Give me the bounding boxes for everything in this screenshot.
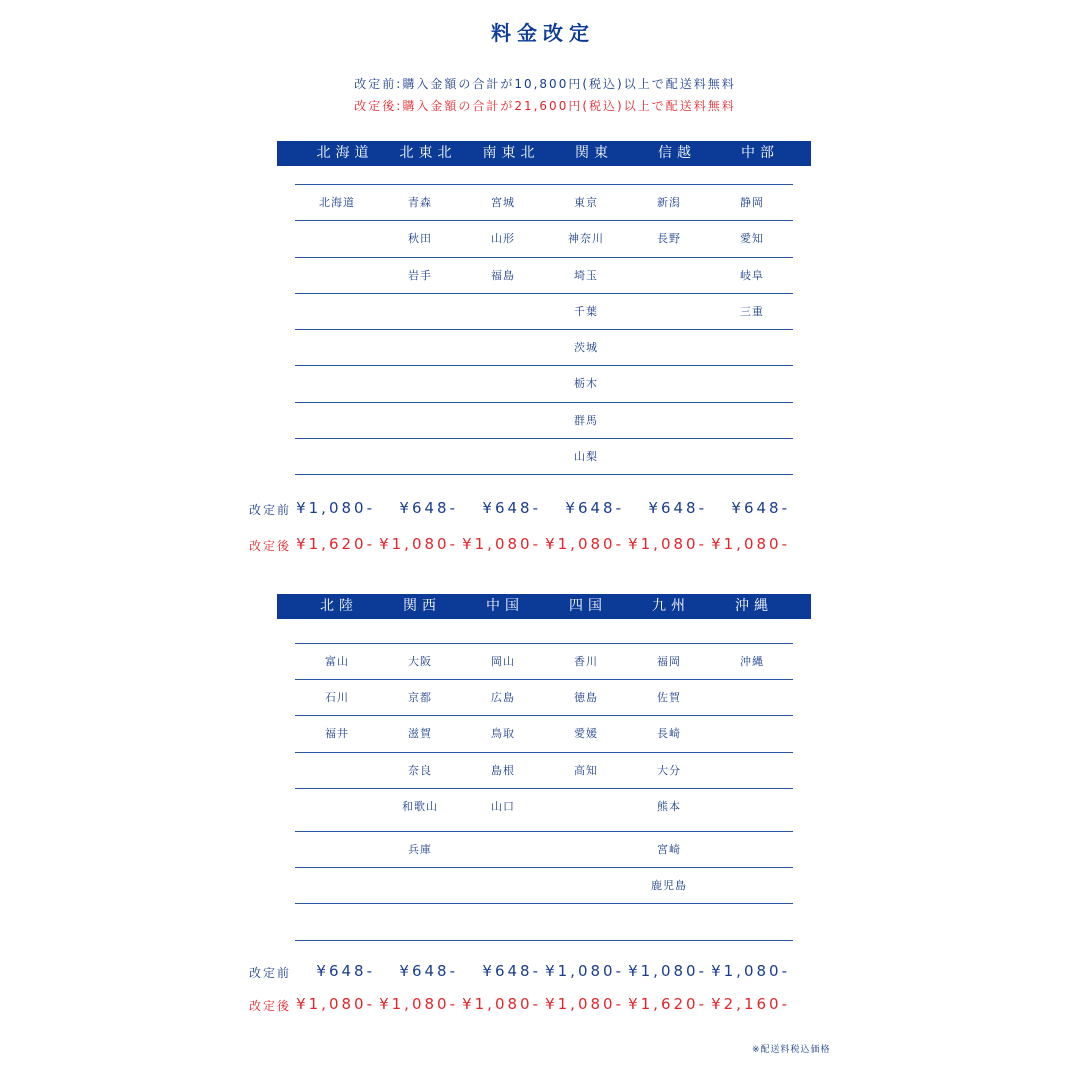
prefecture-table [295,184,793,475]
prefecture-cell [295,753,378,789]
prefecture-cell: 大阪 [408,655,432,668]
table-row [295,330,793,366]
region-header: 関東 [575,145,613,161]
prefecture-cell [710,753,793,789]
prefecture-cell: 茨城 [574,341,598,354]
prefecture-table [295,643,793,941]
price-row-before [0,498,1080,518]
prefecture-cell [627,258,710,294]
prefecture-cell: 山形 [491,232,515,246]
prefecture-cell [544,868,627,904]
region-header: 中国 [486,598,524,614]
prefecture-cell: 福岡 [657,655,681,668]
prefecture-cell [461,366,544,402]
prefecture-cell: 山梨 [574,449,598,463]
prefecture-cell: 埼玉 [574,268,598,282]
prefecture-cell [295,366,378,402]
prefecture-cell [378,904,461,940]
price-after: ¥1,620- [628,995,707,1013]
price-after: ¥1,620- [296,535,375,553]
prefecture-cell: 青森 [408,196,432,209]
prefecture-cell [461,832,544,868]
region-header: 関西 [403,598,441,614]
region-header: 北東北 [399,145,457,161]
prefecture-cell [710,680,793,716]
prefecture-cell [295,904,378,940]
prefecture-cell [710,403,793,439]
prefecture-cell [461,403,544,439]
prefecture-cell: 奈良 [408,763,432,777]
prefecture-cell: 福島 [491,268,515,282]
prefecture-cell [710,789,793,825]
notice-before: 改定前:購入金額の合計が10,800円(税込)以上で配送料無料 [354,77,736,91]
price-after-label: 改定後 [249,999,292,1013]
prefecture-cell: 千葉 [574,304,598,318]
price-after: ¥1,080- [379,535,458,553]
prefecture-cell: 栃木 [574,377,598,391]
price-before: ¥648- [399,962,458,980]
prefecture-cell: 神奈川 [568,232,604,246]
prefecture-cell: 東京 [574,196,598,209]
prefecture-cell [378,366,461,402]
prefecture-cell: 石川 [325,691,349,704]
prefecture-cell [295,832,378,868]
prefecture-cell [627,403,710,439]
prefecture-cell: 福井 [325,727,349,740]
prefecture-cell: 岩手 [408,268,432,282]
price-before: ¥648- [565,499,624,517]
prefecture-cell [627,366,710,402]
prefecture-cell [627,439,710,475]
region-header: 北海道 [316,145,374,161]
price-after: ¥1,080- [462,535,541,553]
prefecture-cell [710,330,793,366]
price-after: ¥1,080- [711,535,790,553]
notice-after: 改定後:購入金額の合計が21,600円(税込)以上で配送料無料 [354,99,736,113]
prefecture-cell [710,366,793,402]
prefecture-cell: 群馬 [574,413,598,427]
price-after: ¥1,080- [379,995,458,1013]
prefecture-cell: 岡山 [491,655,515,668]
region-header: 沖縄 [735,598,773,614]
prefecture-cell: 静岡 [740,196,764,209]
prefecture-cell [295,868,378,904]
prefecture-cell [461,868,544,904]
price-before: ¥648- [731,499,790,517]
prefecture-cell [295,403,378,439]
prefecture-cell [378,868,461,904]
region-header: 南東北 [482,145,540,161]
prefecture-cell [544,832,627,868]
prefecture-cell [295,258,378,294]
prefecture-cell [295,294,378,330]
prefecture-cell: 宮崎 [657,842,681,856]
prefecture-cell: 島根 [491,763,515,777]
prefecture-cell: 富山 [325,655,349,668]
table-row [295,753,793,789]
price-row-after [0,994,1080,1014]
prefecture-cell [295,789,378,825]
prefecture-cell: 和歌山 [402,799,438,813]
prefecture-cell: 愛媛 [574,727,598,740]
price-before: ¥1,080- [296,499,375,517]
prefecture-cell [378,330,461,366]
price-after: ¥1,080- [545,535,624,553]
prefecture-cell [627,294,710,330]
price-after: ¥1,080- [296,995,375,1013]
prefecture-cell [461,904,544,940]
prefecture-cell: 熊本 [657,799,681,813]
table-row [295,221,793,257]
region-header: 北陸 [320,598,358,614]
footnote: ※配送料税込価格 [752,1045,831,1055]
table-row [295,716,793,753]
prefecture-cell: 北海道 [319,196,355,209]
price-before: ¥648- [648,499,707,517]
prefecture-cell [710,832,793,868]
table-row [295,439,793,475]
prefecture-cell: 宮城 [491,196,515,209]
price-after: ¥2,160- [711,995,790,1013]
prefecture-cell [295,221,378,257]
table-row [295,644,793,680]
prefecture-cell [710,868,793,904]
prefecture-cell [544,904,627,940]
prefecture-cell [627,330,710,366]
region-header: 信越 [658,145,696,161]
price-after-label: 改定後 [249,539,292,553]
prefecture-cell: 徳島 [574,691,598,704]
price-before: ¥1,080- [628,962,707,980]
prefecture-cell [295,330,378,366]
prefecture-cell: 長野 [657,232,681,246]
prefecture-cell [461,294,544,330]
prefecture-cell [461,330,544,366]
price-after: ¥1,080- [628,535,707,553]
prefecture-cell: 長崎 [657,727,681,740]
prefecture-cell [295,439,378,475]
price-before: ¥1,080- [711,962,790,980]
prefecture-cell: 三重 [740,304,764,318]
price-after: ¥1,080- [462,995,541,1013]
price-before: ¥1,080- [545,962,624,980]
prefecture-cell: 鳥取 [491,727,515,740]
table-row [295,185,793,221]
prefecture-cell: 兵庫 [408,842,432,856]
table-row [295,904,793,941]
prefecture-cell [544,789,627,825]
prefecture-cell: 山口 [491,799,515,813]
table-row [295,403,793,439]
table-row [295,366,793,402]
prefecture-cell: 秋田 [408,232,432,246]
price-before: ¥648- [399,499,458,517]
price-row-after [0,534,1080,554]
prefecture-cell [710,439,793,475]
prefecture-cell: 大分 [657,763,681,777]
prefecture-cell: 鹿児島 [651,878,687,892]
region-header: 九州 [652,598,690,614]
table-row [295,832,793,868]
prefecture-cell: 愛知 [740,232,764,246]
prefecture-cell: 滋賀 [408,727,432,740]
page-title: 料金改定 [491,21,595,45]
table-row [295,868,793,904]
prefecture-cell [710,716,793,752]
table-row [295,789,793,832]
prefecture-cell [378,403,461,439]
region-header: 中部 [741,145,779,161]
prefecture-cell: 香川 [574,655,598,668]
prefecture-cell: 岐阜 [740,268,764,282]
price-before-label: 改定前 [249,966,292,980]
prefecture-cell [710,904,793,940]
prefecture-cell: 新潟 [657,196,681,209]
price-before: ¥648- [482,499,541,517]
prefecture-cell: 高知 [574,763,598,777]
price-before-label: 改定前 [249,503,292,517]
price-row-before [0,961,1080,981]
prefecture-cell [627,904,710,940]
prefecture-cell [461,439,544,475]
prefecture-cell: 佐賀 [657,691,681,704]
prefecture-cell [378,294,461,330]
prefecture-cell: 京都 [408,691,432,704]
prefecture-cell [378,439,461,475]
prefecture-cell: 沖縄 [740,655,764,668]
table-row [295,294,793,330]
price-before: ¥648- [316,962,375,980]
price-before: ¥648- [482,962,541,980]
price-after: ¥1,080- [545,995,624,1013]
prefecture-cell: 広島 [491,691,515,704]
region-header: 四国 [569,598,607,614]
table-row [295,258,793,294]
table-row [295,680,793,716]
